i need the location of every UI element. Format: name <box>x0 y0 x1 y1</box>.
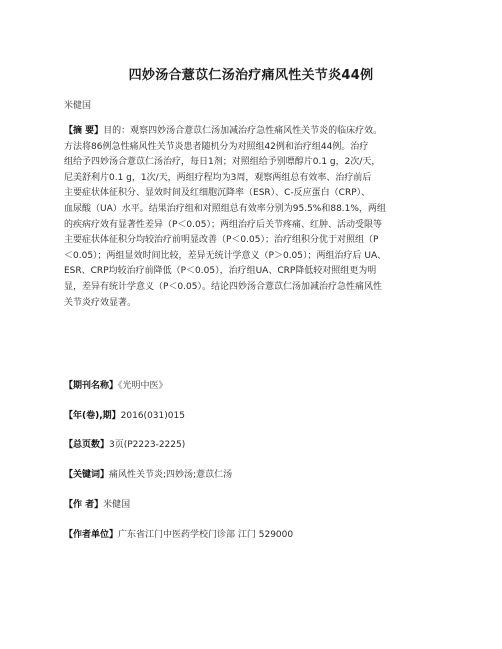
keywords-row <box>64 467 232 480</box>
author-unit-label: 【作者单位】 <box>64 530 119 540</box>
journal-name-label: 【期刊名称】 <box>64 381 119 391</box>
author-value: 米健国 <box>103 500 131 510</box>
year-volume-issue-row <box>64 408 185 421</box>
abstract-line: 的疾病疗效有显著性差异（P＜0.05）；两组治疗后关节疼痛、红肿、活动受限等 <box>64 219 382 230</box>
author-unit-row <box>64 527 293 540</box>
journal-name-value: 《光明中医》 <box>118 381 168 391</box>
author-unit-value: 广东省江门中医药学校门诊部 江门 529000 <box>118 530 294 540</box>
abstract-line: 显，差异有统计学意义（P＜0.05）。结论四妙汤合薏苡仁汤加减治疗急性痛风性 <box>64 281 382 292</box>
year-volume-issue-label: 【年(卷),期】 <box>64 411 121 421</box>
abstract-line <box>64 124 444 140</box>
abstract-text: 目的：观察四妙汤合薏苡仁汤加减治疗急性痛风性关节炎的临床疗效。 <box>103 126 383 136</box>
total-pages-label: 【总页数】 <box>64 440 110 450</box>
abstract-line: 关节炎疗效显著。 <box>64 297 137 308</box>
abstract-block <box>64 124 444 311</box>
abstract-line: 尼美舒利片0.1 g，1次/天，两组疗程均为3周，观察两组总有效率、治疗前后 <box>64 172 372 183</box>
abstract-label: 【摘 要】 <box>64 126 104 136</box>
abstract-line: 组给予四妙汤合薏苡仁汤治疗，每日1剂；对照组给予别嘌醇片0.1 g，2次/天， <box>64 157 381 168</box>
year-volume-issue-value: 2016(031)015 <box>120 411 185 421</box>
total-pages-value: 3页(P2223-2225) <box>109 440 186 450</box>
abstract-line: 主要症状体征积分均较治疗前明显改善（P＜0.05）；治疗组积分优于对照组（P <box>64 235 379 246</box>
abstract-line: ESR、CRP均较治疗前降低（P＜0.05），治疗组UA、CRP降低较对照组更为明 <box>64 266 377 277</box>
abstract-line: 方法将86例急性痛风性关节炎患者随机分为对照组42例和治疗组44例。治疗 <box>64 141 369 152</box>
keywords-label: 【关键词】 <box>64 470 110 480</box>
author-row <box>64 497 130 510</box>
author-label: 【作 者】 <box>64 500 104 510</box>
journal-name-row <box>64 378 168 391</box>
abstract-line: 血尿酸（UA）水平。结果治疗组和对照组总有效率分别为95.5%和88.1%，两组 <box>64 203 386 214</box>
author-line: 米健国 <box>64 101 92 111</box>
abstract-line: ＜0.05）；两组显效时间比较，差异无统计学意义（P＞0.05）；两组治疗后 UA、 <box>64 250 387 261</box>
abstract-line: 主要症状体征积分、显效时间及红细胞沉降率（ESR）、C-反应蛋白（CRP）、 <box>64 188 371 199</box>
total-pages-row <box>64 437 185 450</box>
paper-title: 四妙汤合薏苡仁汤治疗痛风性关节炎44例 <box>128 68 374 83</box>
keywords-value: 痛风性关节炎;四妙汤;薏苡仁汤 <box>109 470 233 480</box>
